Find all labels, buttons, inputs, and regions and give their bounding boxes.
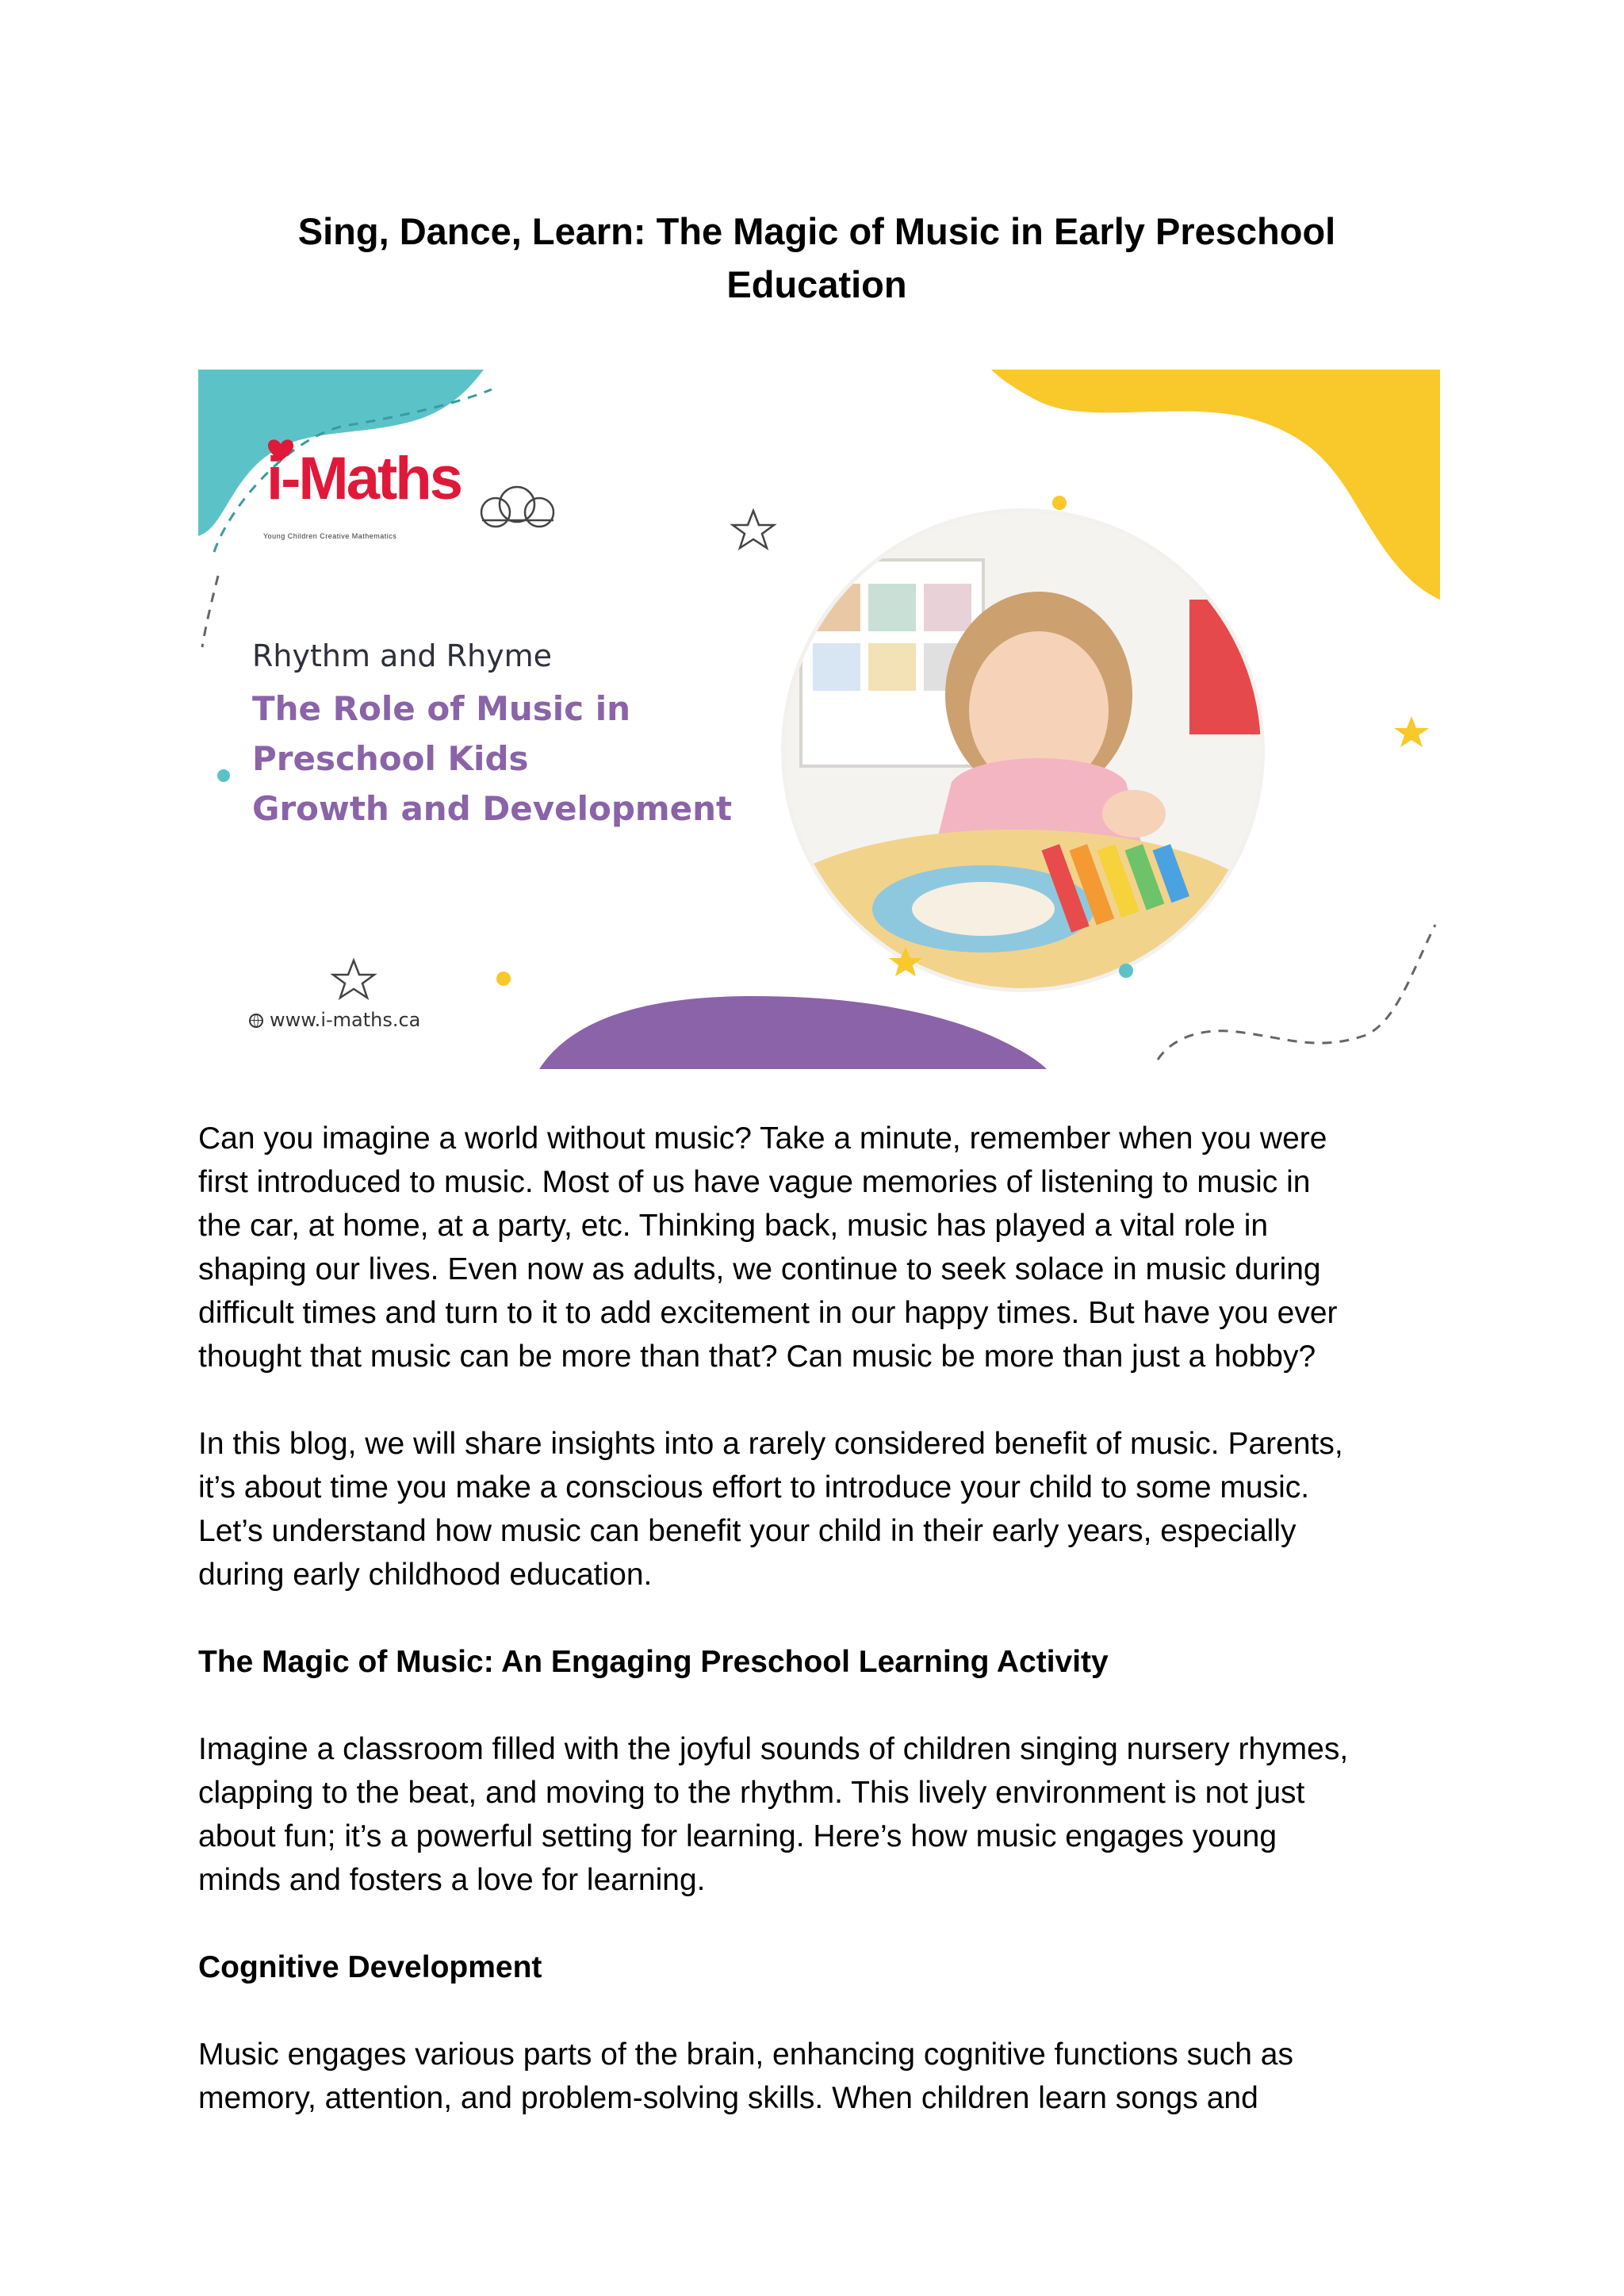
document-title [198, 205, 1435, 311]
teal-dot-2 [1119, 964, 1133, 978]
paragraph-intro [198, 1117, 1443, 1378]
paragraph-line: first introduced to music. Most of us have vague memories of listening to music in [198, 1165, 1311, 1199]
paragraph-line: Can you imagine a world without music? Take a minute, remember when you were [198, 1121, 1327, 1156]
paragraph-line: memory, attention, and problem-solving skills. When children learn songs and [198, 2081, 1258, 2115]
star-yellow-icon-1 [1394, 716, 1429, 747]
star-outline-icon-1 [733, 511, 774, 548]
paragraph-line: shaping our lives. Even now as adults, we continue to seek solace in music during [198, 1252, 1321, 1286]
dashed-line-left [202, 576, 218, 647]
paragraph-classroom [198, 1727, 1443, 1902]
imaths-logo-text: i-Maths [266, 445, 461, 512]
cloud-doodle-icon [481, 487, 553, 527]
document-title-line-1: Sing, Dance, Learn: The Magic of Music in Early Preschool [297, 210, 1336, 252]
banner-headline [252, 684, 855, 834]
teal-dot-1 [217, 769, 230, 782]
paragraph-blog-intro [198, 1422, 1443, 1596]
imaths-logo-tagline: Young Children Creative Mathematics [263, 532, 397, 540]
banner-website [249, 1010, 420, 1029]
paragraph-cognitive [198, 2033, 1443, 2120]
globe-icon [249, 1014, 263, 1028]
heading-cognitive-development: Cognitive Development [198, 1950, 542, 1984]
purple-blob-shape [539, 996, 1047, 1069]
banner-headline-line-2: Preschool Kids [252, 739, 529, 778]
star-outline-icon-2 [333, 960, 374, 998]
banner-url-text: www.i-maths.ca [270, 1009, 421, 1031]
paragraph-line: clapping to the beat, and moving to the rhythm. This lively environment is not just [198, 1776, 1305, 1810]
paragraph-line: In this blog, we will share insights into a rarely considered benefit of music. Parents, [198, 1427, 1343, 1461]
banner-headline-line-3: Growth and Development [252, 789, 733, 828]
paragraph-line: thought that music can be more than that? Can music be more than just a hobby? [198, 1340, 1316, 1374]
paragraph-line: during early childhood education. [198, 1558, 653, 1592]
paragraph-line: Music engages various parts of the brain, enhancing cognitive functions such as [198, 2037, 1293, 2072]
yellow-dot-1 [1052, 496, 1067, 510]
paragraph-line: difficult times and turn to it to add excitement in our happy times. But have you ever [198, 1296, 1338, 1330]
document-title-line-2: Education [726, 263, 907, 305]
banner-kicker: Rhythm and Rhyme [252, 638, 552, 673]
paragraph-line: the car, at home, at a party, etc. Thinking back, music has played a vital role in [198, 1209, 1269, 1243]
paragraph-line: minds and fosters a love for learning. [198, 1863, 706, 1897]
dashed-line-bottom-right [1158, 925, 1435, 1060]
heading-magic-of-music: The Magic of Music: An Engaging Preschool Learning Activity [198, 1645, 1109, 1679]
yellow-dot-2 [496, 972, 511, 986]
hero-banner-image [198, 370, 1440, 1069]
paragraph-line: about fun; it’s a powerful setting for learning. Here’s how music engages young [198, 1819, 1277, 1853]
paragraph-line: it’s about time you make a conscious effort to introduce your child to some music. [198, 1470, 1310, 1504]
paragraph-line: Imagine a classroom filled with the joyful sounds of children singing nursery rhymes, [198, 1732, 1349, 1766]
banner-headline-line-1: The Role of Music in [252, 689, 631, 728]
paragraph-line: Let’s understand how music can benefit your child in their early years, especially [198, 1514, 1297, 1548]
